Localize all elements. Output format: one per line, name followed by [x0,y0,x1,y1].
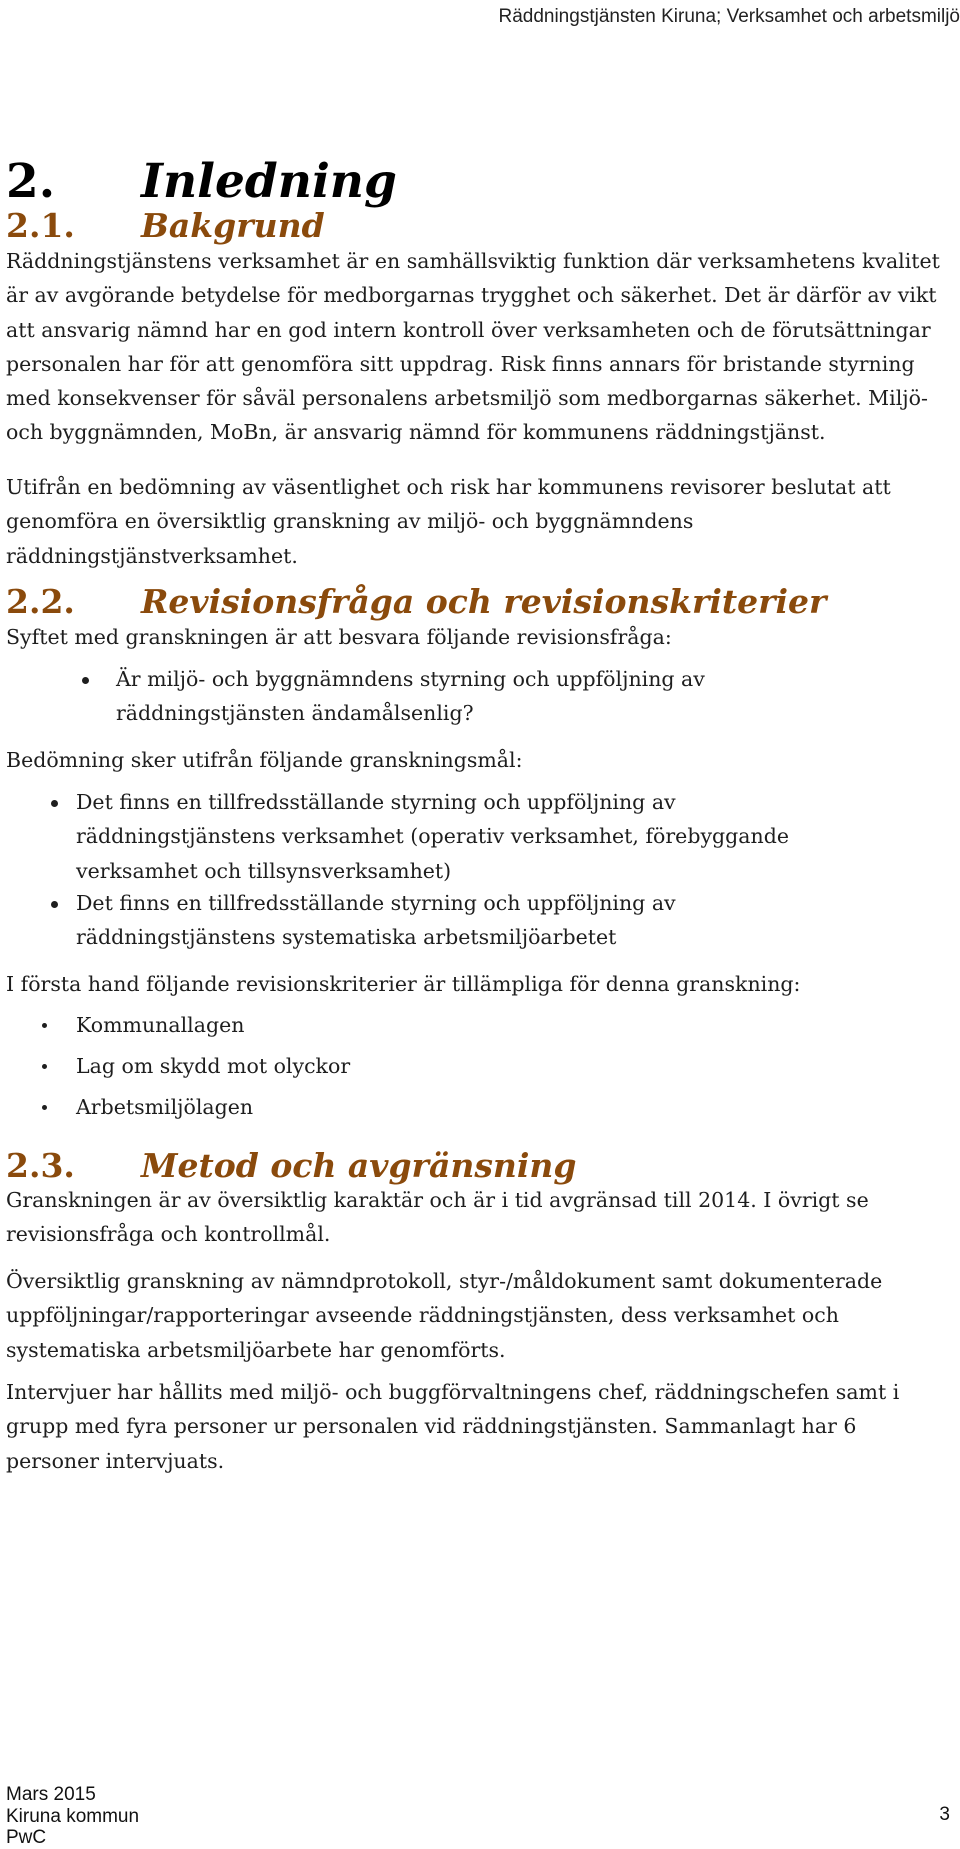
paragraph-bakgrund-2: Utifrån en bedömning av väsentlighet och risk har kommunens revisorer beslutat att genomföra en översiktlig granskning av miljö- och byggnämndens räddningstjänstverksamhet. [6,475,891,568]
goal-item-2: Det finns en tillfredsställande styrning och uppföljning av räddningstjänstens systematiska arbetsmiljöarbetet [76,891,676,950]
footer-firm: PwC [6,1827,47,1848]
chapter-number: 2. [6,154,56,209]
goal-item-1: Det finns en tillfredsställande styrning och uppföljning av räddningstjänstens verksamhet (operativ verksamhet, förebyggande verksamhet och tillsynsverksamhet) [76,790,789,883]
section-number: 2.1. [6,206,75,245]
section-title: Revisionsfråga och revisionskriterier [141,582,827,621]
paragraph-metod-2: Översiktlig granskning av nämndprotokoll, styr-/måldokument samt dokumenterade uppföljningar/rapporteringar avseende räddningstjänsten, dess verksamhet och systematiska arbetsmiljöarbete har genomförts. [6,1269,883,1362]
criteria-item-3: Arbetsmiljölagen [76,1095,254,1119]
section-heading-bakgrund [6,206,325,245]
paragraph-criteria-intro: I första hand följande revisionskriterier är tillämpliga för denna granskning: [6,972,801,996]
section-title: Metod och avgränsning [141,1146,577,1185]
criteria-item-2: Lag om skydd mot olyckor [76,1054,351,1078]
section-number: 2.2. [6,582,75,621]
footer-client: Kiruna kommun [6,1806,140,1827]
bullet-dot [82,677,89,684]
revision-question: Är miljö- och byggnämndens styrning och uppföljning av räddningstjänsten ändamålsenlig? [116,667,705,726]
chapter-heading [6,154,397,209]
bullet-dot [42,1064,47,1069]
footer-date: Mars 2015 [6,1784,96,1805]
criteria-item-1: Kommunallagen [76,1013,245,1037]
section-number: 2.3. [6,1146,75,1185]
running-header: Räddningstjänsten Kiruna; Verksamhet och arbetsmiljö [498,6,960,27]
bullet-dot [42,1023,47,1028]
paragraph-bakgrund-1: Räddningstjänstens verksamhet är en samhällsviktig funktion där verksamhetens kvalitet är av avgörande betydelse för medborgarnas trygghet och säkerhet. Det är därför av vikt att ansvarig nämnd har en god intern kontroll över verksamheten och de förutsättningar personalen har för att genomföra sitt uppdrag. Risk finns annars för bristande styrning med konsekvenser för såväl personalens arbetsmiljö som medborgarnas säkerhet. Miljö- och byggnämnden, MoBn, är ansvarig nämnd för kommunens räddningstjänst. [6,249,940,445]
paragraph-metod-1: Granskningen är av översiktlig karaktär och är i tid avgränsad till 2014. I övrigt se revisionsfråga och kontrollmål. [6,1188,869,1247]
section-heading-revisionsfraga [6,582,827,621]
paragraph-goals-intro: Bedömning sker utifrån följande granskningsmål: [6,748,523,772]
section-title: Bakgrund [141,206,325,245]
paragraph-syfte: Syftet med granskningen är att besvara följande revisionsfråga: [6,625,672,649]
paragraph-metod-3: Intervjuer har hållits med miljö- och buggförvaltningens chef, räddningschefen samt i grupp med fyra personer ur personalen vid räddningstjänsten. Sammanlagt har 6 personer intervjuats. [6,1380,900,1473]
bullet-dot [42,1105,47,1110]
page-number: 3 [939,1804,950,1825]
bullet-dot [51,800,58,807]
chapter-title: Inledning [141,154,397,209]
section-heading-metod [6,1146,577,1185]
bullet-dot [51,901,58,908]
